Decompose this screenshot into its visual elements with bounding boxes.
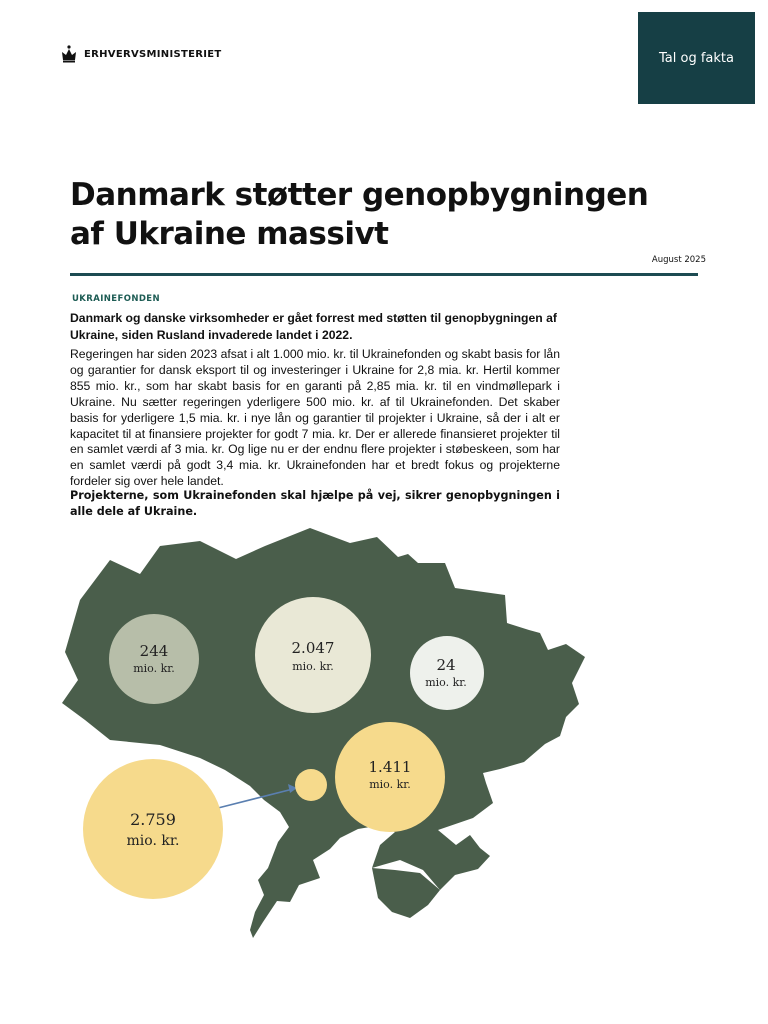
svg-text:1.411: 1.411 xyxy=(368,758,412,776)
svg-text:2.759: 2.759 xyxy=(130,810,176,829)
page-title: Danmark støtter genopbygningen af Ukraine massivt xyxy=(70,177,649,252)
category-badge-label: Tal og fakta xyxy=(659,50,734,66)
bubble-2759 xyxy=(83,759,223,899)
category-badge xyxy=(638,12,755,104)
svg-text:mio. kr.: mio. kr. xyxy=(133,662,175,675)
svg-text:244: 244 xyxy=(139,642,169,660)
lead-paragraph: Danmark og danske virksomheder er gået forrest med støtten til genopbygningen af Ukraine, siden Rusland invaderede landet i 2022. xyxy=(70,311,557,342)
publication-date: August 2025 xyxy=(651,255,706,265)
crown-icon xyxy=(60,44,78,64)
ministry-logo xyxy=(60,44,222,64)
bubble-244 xyxy=(109,614,199,704)
ministry-name: ERHVERVSMINISTERIET xyxy=(84,48,222,60)
bubble-24 xyxy=(410,636,484,710)
bubble-small-marker xyxy=(295,769,327,801)
closing-paragraph: Projekterne, som Ukrainefonden skal hjælpe på vej, sikrer genopbygningen i alle dele af Ukraine. xyxy=(70,489,560,518)
bubble-2047 xyxy=(255,597,371,713)
svg-text:mio. kr.: mio. kr. xyxy=(425,676,467,689)
svg-text:2.047: 2.047 xyxy=(291,639,335,657)
ukraine-map xyxy=(0,520,768,1024)
bubble-1411 xyxy=(335,722,445,832)
section-label: UKRAINEFONDEN xyxy=(72,294,161,304)
svg-text:mio. kr.: mio. kr. xyxy=(126,833,180,849)
header-divider xyxy=(70,273,698,276)
svg-text:mio. kr.: mio. kr. xyxy=(369,778,411,791)
svg-text:24: 24 xyxy=(436,656,456,674)
svg-text:mio. kr.: mio. kr. xyxy=(292,660,334,673)
body-paragraph: Regeringen har siden 2023 afsat i alt 1.000 mio. kr. til Ukrainefonden og skabt basis for lån og garantier for dansk eksport til og investeringer i Ukraine for 2,8 mia. kr. Hertil kommer 855 mio. kr., som har skabt basis for en garanti på 2,85 mia. kr. til en vindmøllepark i Ukraine. Nu sætter regeringen yderligere 500 mio. kr. af til Ukrainefonden. Det skaber basis for yderligere 1,5 mia. kr. i nye lån og garantier til projekter i Ukraine, så der i alt er kapacitet til at finansiere projekter for godt 7 mia. kr. Der er allerede finansieret projekter til en samlet værdi af 3 mia. kr. Og lige nu er der endnu flere projekter i støbeskeen, som har en samlet værdi på godt 3,4 mia. kr. Ukrainefonden har et bredt fokus og projekterne fordeler sig over hele landet. xyxy=(70,347,560,489)
